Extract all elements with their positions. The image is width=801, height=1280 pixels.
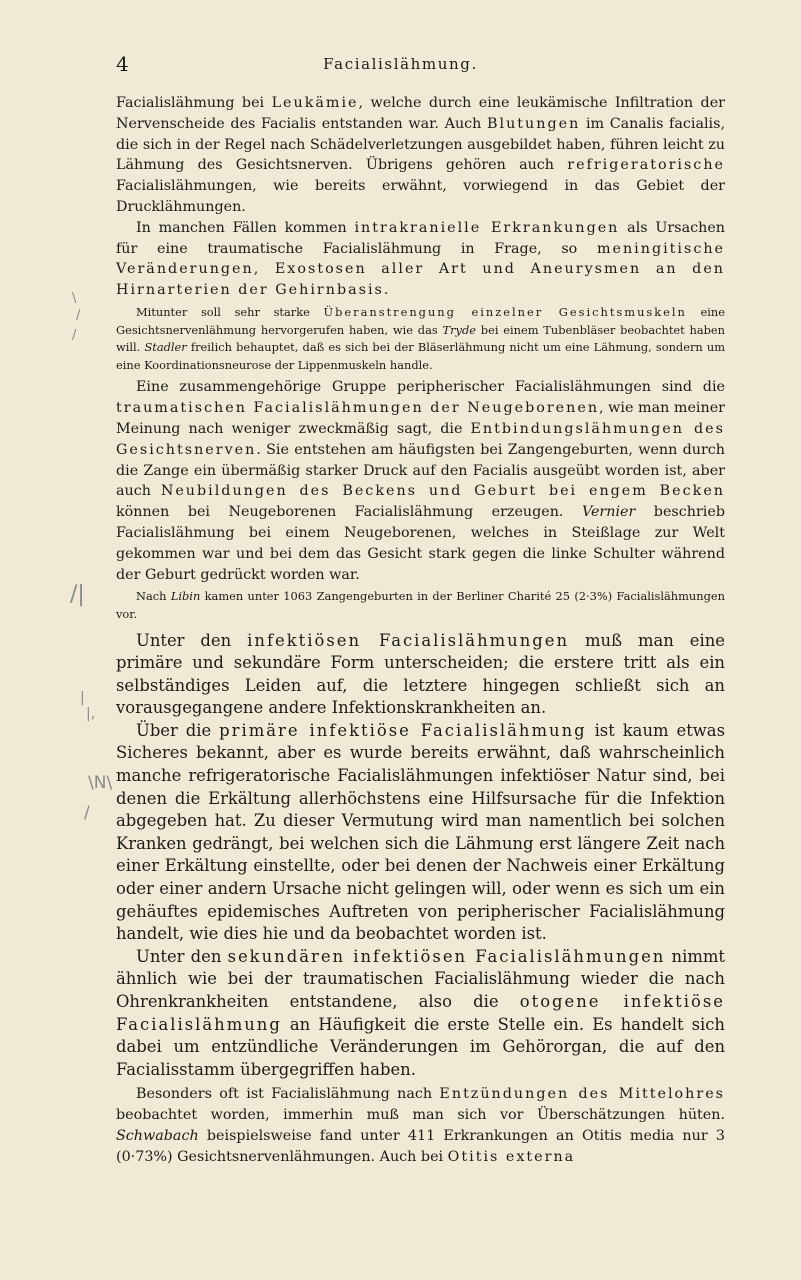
paragraph-newborn: Eine zusammengehörige Gruppe peripherischer Facialislähmungen sind die traumatischen Facialislähmungen der Neugeborenen, wie man meiner Meinung nach weniger zweckmäßig sagt, die Entbindungslähmungen des Gesichtsnerven. Sie entstehen am häufigsten bei Zangengeburten, wenn durch die Zange ein übermäßig starker Druck auf den Facialis ausgeübt worden ist, aber auch Neubildungen des Beckens und Geburt bei engem Becken können bei Neugeborenen Facialislähmung erzeugen. Vernier beschrieb Facialislähmung bei einem Neugeborenen, welches in Steißlage zur Welt gekommen war und bei dem das Gesicht stark gegen die linke Schulter während der Geburt gedrückt worden war. — [116, 379, 725, 583]
margin-mark: /| — [70, 582, 85, 607]
margin-mark: / — [72, 328, 77, 343]
paragraph-leukaemia: Facialislähmung bei Leukämie, welche durch eine leukämische Infiltration der Nervenscheide des Facialis entstanden war. Auch Blutungen im Canalis facialis, die sich in der Regel nach Schädelverletzungen ausgebildet haben, führen leicht zu Lähmung des Gesichtsnerven. Übrigens gehören auch refrigeratorische Facialislähmungen, wie bereits erwähnt, vorwiegend in das Gebiet der Drucklähmungen. — [116, 95, 725, 215]
paragraph-infective: Unter den infektiösen Facialislähmungen muß man eine primäre und sekundäre Form unterscheiden; die erstere tritt als ein selbständiges Leiden auf, die letztere hingegen schließt sich an vorausgegangene andere Infektionskrankheiten an. — [116, 630, 725, 718]
paragraph-note-overstrain: Mitunter soll sehr starke Überanstrengung einzelner Gesichtsmuskeln eine Gesichtsnervenlähmung hervorgerufen haben, wie das Tryde bei einem Tubenbläser beobachtet haben will. Stadler freilich behauptet, daß es sich bei der Bläserlähmung nicht um eine Lähmung, sondern um eine Koordinationsneurose der Lippenmuskeln handle. — [116, 304, 726, 372]
margin-mark: \N\ — [88, 773, 113, 793]
margin-mark: / — [76, 308, 81, 323]
paragraph-secondary: Unter den sekundären infektiösen Facialislähmungen nimmt ähnlich wie bei der traumatischen Facialislähmung wieder die nach Ohrenkrankheiten entstandene, also die otogene infektiöse Facialislähmung an Häufigkeit die erste Stelle ein. Es handelt sich dabei um entzündliche Veränderungen im Gehörorgan, die auf den Facialisstamm übergegriffen haben. — [116, 946, 725, 1079]
paragraph-middle-ear: Besonders oft ist Facialislähmung nach Entzündungen des Mittelohres beobachtet worden, immerhin muß man sich vor Überschätzungen hüten. Schwabach beispielsweise fand unter 411 Erkrankungen an Otitis media nur 3 (0·73%) Gesichtsnervenlähmungen. Auch bei Otitis externa — [116, 1086, 725, 1165]
margin-mark: / — [84, 803, 90, 823]
margin-mark: \ — [72, 291, 77, 306]
page-number: 4 — [116, 52, 129, 76]
running-title: Facialislähmung. — [323, 55, 478, 73]
margin-mark: |, — [86, 706, 96, 722]
paragraph-note-libin: Nach Libin kamen unter 1063 Zangengeburten in der Berliner Charité 25 (2·3%) Facialislähmungen vor. — [116, 589, 725, 621]
page-header — [0, 52, 801, 76]
paragraph-primary: Über die primäre infektiöse Facialislähmung ist kaum etwas Sicheres bekannt, aber es wurde bereits erwähnt, daß wahrscheinlich manche refrigeratorische Facialislähmungen infektiöser Natur sind, bei denen die Erkältung allerhöchstens eine Hilfsursache für die Infektion abgegeben hat. Zu dieser Vermutung wird man namentlich bei solchen Kranken gedrängt, bei welchen sich die Lähmung erst längere Zeit nach einer Erkältung einstellte, oder bei denen der Nachweis einer Erkältung oder einer andern Ursache nicht gelingen will, oder wenn es sich um ein gehäuftes epidemisches Auftreten von peripherischer Facialislähmung handelt, wie dies hie und da beobachtet worden ist. — [116, 720, 725, 944]
margin-mark: | — [80, 690, 85, 706]
body-text — [116, 93, 725, 1168]
paragraph-intracranial: In manchen Fällen kommen intrakranielle Erkrankungen als Ursachen für eine traumatische Facialislähmung in Frage, so meningitische Veränderungen, Exostosen aller Art und Aneurysmen an den Hirnarterien der Gehirnbasis. — [116, 219, 726, 299]
